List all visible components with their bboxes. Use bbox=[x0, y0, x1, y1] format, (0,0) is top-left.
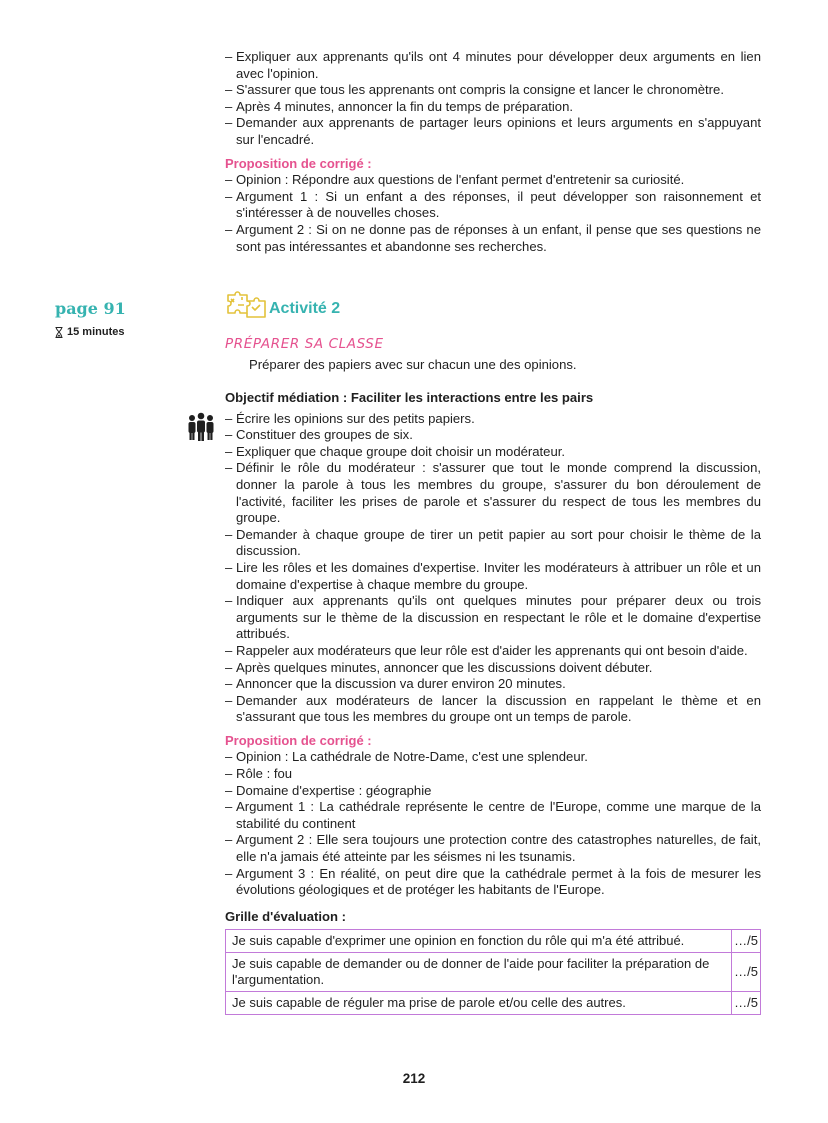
list-item: – Opinion : Répondre aux questions de l'enfant permet d'entretenir sa curiosité. bbox=[225, 172, 761, 189]
duration-text: 15 minutes bbox=[67, 326, 125, 338]
list-item: – Écrire les opinions sur des petits papiers. bbox=[225, 411, 761, 428]
table-cell: Je suis capable de réguler ma prise de parole et/ou celle des autres. bbox=[226, 992, 732, 1015]
table-row bbox=[226, 953, 761, 992]
list-item: – Argument 2 : Elle sera toujours une protection contre des catastrophes naturelles, de fait, elle n'a jamais été atteinte par les séismes ni les tsunamis. bbox=[225, 832, 761, 865]
score-cell: …/5 bbox=[732, 992, 761, 1015]
list-item: – Après 4 minutes, annoncer la fin du temps de préparation. bbox=[225, 99, 761, 116]
list-item: – Demander à chaque groupe de tirer un petit papier au sort pour choisir le thème de la discussion. bbox=[225, 527, 761, 560]
evaluation-grid bbox=[225, 929, 761, 1015]
prepare-text: Préparer des papiers avec sur chacun une des opinions. bbox=[249, 357, 577, 372]
list-item: – Définir le rôle du modérateur : s'assurer que tout le monde comprend la discussion, donner la parole à tous les membres du groupe, s'assurer du bon déroulement de l'activité, faciliter les prises de parole et s'assurer du respect de tous les membres du groupe. bbox=[225, 460, 761, 526]
score-cell: …/5 bbox=[732, 953, 761, 992]
list-item: – Rôle : fou bbox=[225, 766, 761, 783]
list-item: – Demander aux modérateurs de lancer la discussion en rappelant le thème et en s'assurant que tous les membres du groupe ont un temps de parole. bbox=[225, 693, 761, 726]
page-reference: page 91 bbox=[55, 299, 126, 318]
sidebar bbox=[55, 299, 126, 338]
grid-title: Grille d'évaluation : bbox=[225, 908, 346, 924]
list-item: – Constituer des groupes de six. bbox=[225, 427, 761, 444]
score-cell: …/5 bbox=[732, 930, 761, 953]
page-number: 212 bbox=[402, 1071, 426, 1086]
correction-heading: Proposition de corrigé : bbox=[225, 155, 372, 171]
duration bbox=[55, 326, 126, 338]
table-cell: Je suis capable de demander ou de donner de l'aide pour faciliter la préparation de l'argumentation. bbox=[226, 953, 732, 992]
prepare-heading: PRÉPARER SA CLASSE bbox=[225, 336, 384, 352]
list-item: – Expliquer aux apprenants qu'ils ont 4 minutes pour développer deux arguments en lien avec l'opinion. bbox=[225, 49, 761, 82]
list-item: – Lire les rôles et les domaines d'expertise. Inviter les modérateurs à attribuer un rôle et un domaine d'expertise à chaque membre du groupe. bbox=[225, 560, 761, 593]
group-people-icon bbox=[187, 412, 215, 442]
list-item: – Argument 3 : En réalité, on peut dire que la cathédrale permet à la fois de mesurer les évolutions géologiques et de protéger les habitants de l'Europe. bbox=[225, 866, 761, 899]
list-item: – Argument 2 : Si on ne donne pas de réponses à un enfant, il pense que ses questions ne sont pas intéressantes et abandonne ses recherches. bbox=[225, 222, 761, 255]
puzzle-icon bbox=[225, 287, 267, 321]
list-item: – Domaine d'expertise : géographie bbox=[225, 783, 761, 800]
top-instructions bbox=[225, 49, 761, 255]
list-item: – Argument 1 : La cathédrale représente le centre de l'Europe, comme une marque de la stabilité du continent bbox=[225, 799, 761, 832]
prepare-class bbox=[225, 336, 765, 372]
list-item: – Demander aux apprenants de partager leurs opinions et leurs arguments en s'appuyant sur l'encadré. bbox=[225, 115, 761, 148]
list-item: – Rappeler aux modérateurs que leur rôle est d'aider les apprenants qui ont besoin d'aide. bbox=[225, 643, 761, 660]
list-item: – Argument 1 : Si un enfant a des réponses, il peut développer son raisonnement et s'intéresser à de nouvelles choses. bbox=[225, 189, 761, 222]
activity-heading bbox=[225, 287, 340, 321]
list-item: – Indiquer aux apprenants qu'ils ont quelques minutes pour préparer deux ou trois arguments sur le thème de la discussion en respectant le rôle et le domaine d'expertise attribués. bbox=[225, 593, 761, 643]
activity-body bbox=[225, 390, 761, 1015]
hourglass-icon bbox=[55, 327, 63, 338]
list-item: – Après quelques minutes, annoncer que les discussions doivent débuter. bbox=[225, 660, 761, 677]
objective: Objectif médiation : Faciliter les interactions entre les pairs bbox=[225, 390, 594, 405]
list-item: – Expliquer que chaque groupe doit choisir un modérateur. bbox=[225, 444, 761, 461]
list-item: – Opinion : La cathédrale de Notre-Dame, c'est une splendeur. bbox=[225, 749, 761, 766]
table-row bbox=[226, 992, 761, 1015]
list-item: – S'assurer que tous les apprenants ont compris la consigne et lancer le chronomètre. bbox=[225, 82, 761, 99]
table-row bbox=[226, 930, 761, 953]
list-item: – Annoncer que la discussion va durer environ 20 minutes. bbox=[225, 676, 761, 693]
activity-title: Activité 2 bbox=[269, 300, 341, 317]
correction-heading: Proposition de corrigé : bbox=[225, 732, 372, 748]
table-cell: Je suis capable d'exprimer une opinion en fonction du rôle qui m'a été attribué. bbox=[226, 930, 732, 953]
